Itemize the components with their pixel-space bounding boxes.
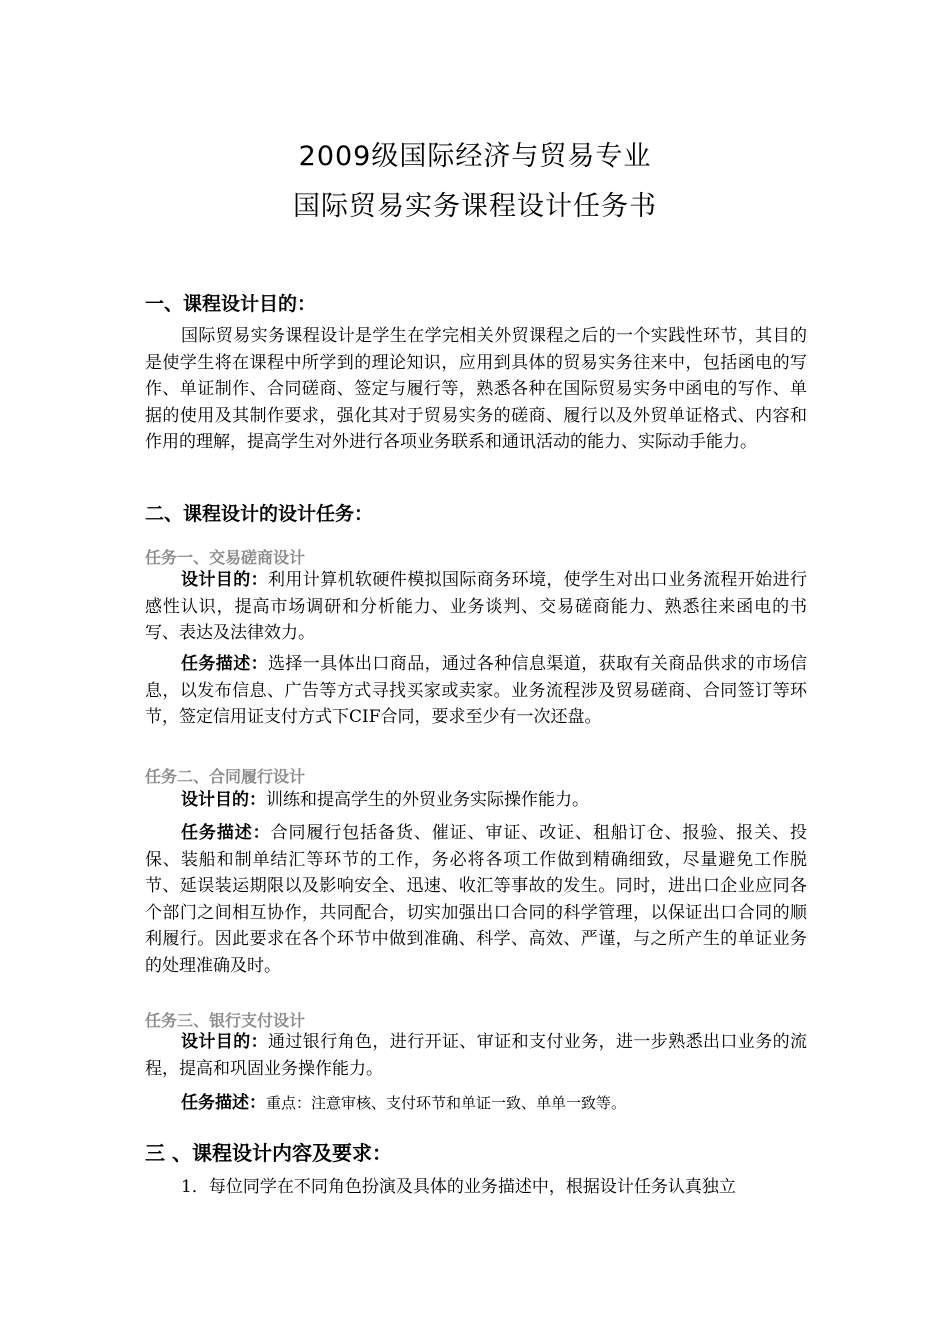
section1-heading: 一、课程设计目的： (145, 293, 317, 315)
task1-goal-text: 利用计算机软硬件模拟国际商务环境，使学生对出口业务流程开始进行感性认识，提高市场调研和分析能力、业务谈判、交易磋商能力、熟悉往来函电的书写、表达及法律效力。 (145, 570, 807, 643)
task1-goal-label: 设计目的： (181, 570, 268, 590)
section3-heading: 三 、课程设计内容及要求： (145, 1141, 392, 1165)
task3-goal-text: 通过银行角色，进行开证、审证和支付业务，进一步熟悉出口业务的流程，提高和巩固业务操作能力。 (145, 1032, 807, 1079)
task2-desc-text: 合同履行包括备货、催证、审证、改证、租船订仓、报验、报关、投保、装船和制单结汇等环节的工作，务必将各项工作做到精确细致，尽量避免工作脱节、延误装运期限以及影响安全、迅速、收汇等事故的发生。同时，进出口企业应同各个部门之间相互协作，共同配合，切实加强出口合同的科学管理，以保证出口合同的顺利履行。因此要求在各个环节中做到准确、科学、高效、严谨，与之所产生的单证业务的处理准确及时。 (145, 823, 808, 976)
task1-desc (145, 651, 807, 731)
task3-desc-text: 重点：注意审核、支付环节和单证一致、单单一致等。 (266, 1094, 627, 1112)
task2-desc (145, 820, 807, 979)
task1-desc-text: 选择一具体出口商品，通过各种信息渠道，获取有关商品供求的市场信息，以发布信息、广告等方式寻找买家或卖家。业务流程涉及贸易磋商、合同签订等环节，签定信用证支付方式下CIF合同，要求至少有一次还盘。 (145, 654, 807, 727)
section2-heading: 二、课程设计的设计任务： (145, 503, 374, 525)
task2-goal (145, 787, 807, 814)
task3-desc-label: 任务描述： (181, 1093, 266, 1113)
section3-item1: 1．每位同学在不同角色扮演及具体的业务描述中，根据设计任务认真独立 (181, 1177, 736, 1197)
task1-desc-label: 任务描述： (181, 654, 268, 674)
task2-goal-text: 训练和提高学生的外贸业务实际操作能力。 (266, 790, 589, 810)
document-title-line2: 国际贸易实务课程设计任务书 (293, 191, 657, 222)
task2-title: 任务二、合同履行设计 (145, 767, 306, 786)
task3-title: 任务三、银行支付设计 (145, 1011, 306, 1030)
document-title-line1: 2009级国际经济与贸易专业 (298, 141, 652, 172)
task3-goal (145, 1029, 807, 1082)
task3-desc (145, 1090, 807, 1117)
section1-body: 国际贸易实务课程设计是学生在学完相关外贸课程之后的一个实践性环节，其目的是使学生将在课程中所学到的理论知识，应用到具体的贸易实务往来中，包括函电的写作、单证制作、合同磋商、签定与履行等，熟悉各种在国际贸易实务中函电的写作、单据的使用及其制作要求，强化其对于贸易实务的磋商、履行以及外贸单证格式、内容和作用的理解，提高学生对外进行各项业务联系和通讯活动的能力、实际动手能力。 (145, 326, 807, 452)
task3-goal-label: 设计目的： (181, 1032, 268, 1052)
task1-goal (145, 567, 807, 647)
task1-title: 任务一、交易磋商设计 (145, 548, 306, 567)
task2-desc-label: 任务描述： (181, 823, 271, 843)
task2-goal-label: 设计目的： (181, 790, 266, 810)
